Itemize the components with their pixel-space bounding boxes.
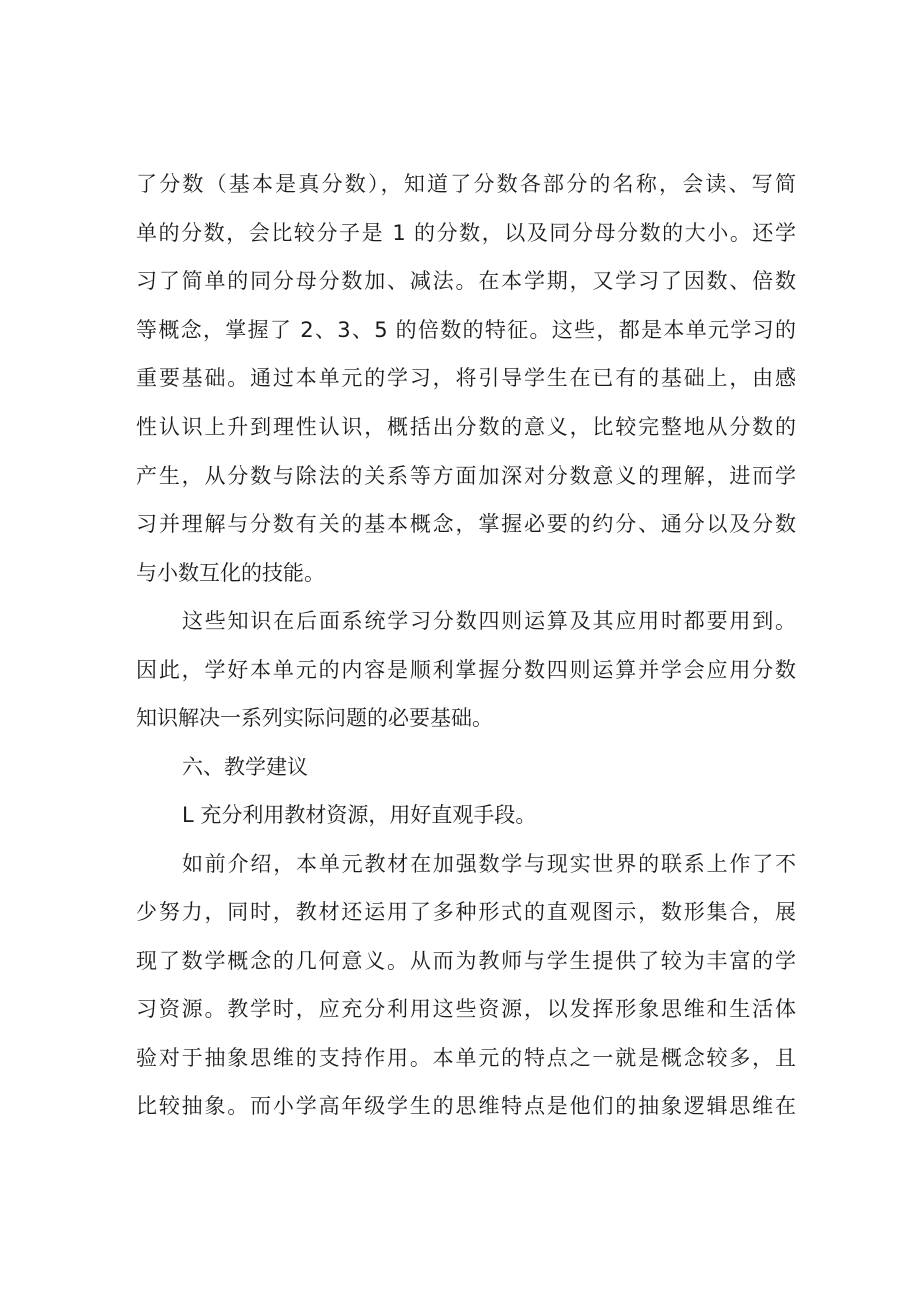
paragraph-1-line-6: 性认识上升到理性认识，概括出分数的意义，比较完整地从分数的 [136, 415, 796, 439]
paragraph-2-line-1: 这些知识在后面系统学习分数四则运算及其应用时都要用到。 [182, 609, 796, 633]
paragraph-1-line-7: 产生，从分数与除法的关系等方面加深对分数意义的理解，进而学 [136, 464, 796, 488]
paragraph-3-line-1: 如前介绍，本单元教材在加强数学与现实世界的联系上作了不 [182, 852, 796, 876]
subsection-heading: L 充分利用教材资源，用好直观手段。 [182, 803, 537, 827]
paragraph-2-line-3: 知识解决一系列实际问题的必要基础。 [136, 706, 493, 730]
paragraph-1-line-8: 习并理解与分数有关的基本概念，掌握必要的约分、通分以及分数 [136, 512, 796, 536]
paragraph-1-line-5: 重要基础。通过本单元的学习，将引导学生在已有的基础上，由感 [136, 366, 796, 390]
section-heading: 六、教学建议 [182, 755, 308, 779]
paragraph-1-line-9: 与小数互化的技能。 [136, 561, 325, 585]
paragraph-3-line-4: 习资源。教学时，应充分利用这些资源，以发挥形象思维和生活体 [136, 997, 796, 1021]
paragraph-3-line-6: 比较抽象。而小学高年级学生的思维特点是他们的抽象逻辑思维在 [136, 1094, 796, 1118]
paragraph-1-line-1: 了分数（基本是真分数），知道了分数各部分的名称，会读、写简 [136, 172, 796, 196]
paragraph-1-line-3: 习了简单的同分母分数加、减法。在本学期，又学习了因数、倍数 [136, 269, 796, 293]
paragraph-3-line-3: 现了数学概念的几何意义。从而为教师与学生提供了较为丰富的学 [136, 949, 796, 973]
paragraph-3-line-5: 验对于抽象思维的支持作用。本单元的特点之一就是概念较多，且 [136, 1046, 796, 1070]
paragraph-1-line-2: 单的分数，会比较分子是 1 的分数，以及同分母分数的大小。还学 [136, 221, 796, 245]
paragraph-3-line-2: 少努力，同时，教材还运用了多种形式的直观图示，数形集合，展 [136, 900, 796, 924]
paragraph-1-line-4: 等概念，掌握了 2、3、5 的倍数的特征。这些，都是本单元学习的 [136, 318, 796, 342]
paragraph-2-line-2: 因此，学好本单元的内容是顺利掌握分数四则运算并学会应用分数 [136, 658, 796, 682]
